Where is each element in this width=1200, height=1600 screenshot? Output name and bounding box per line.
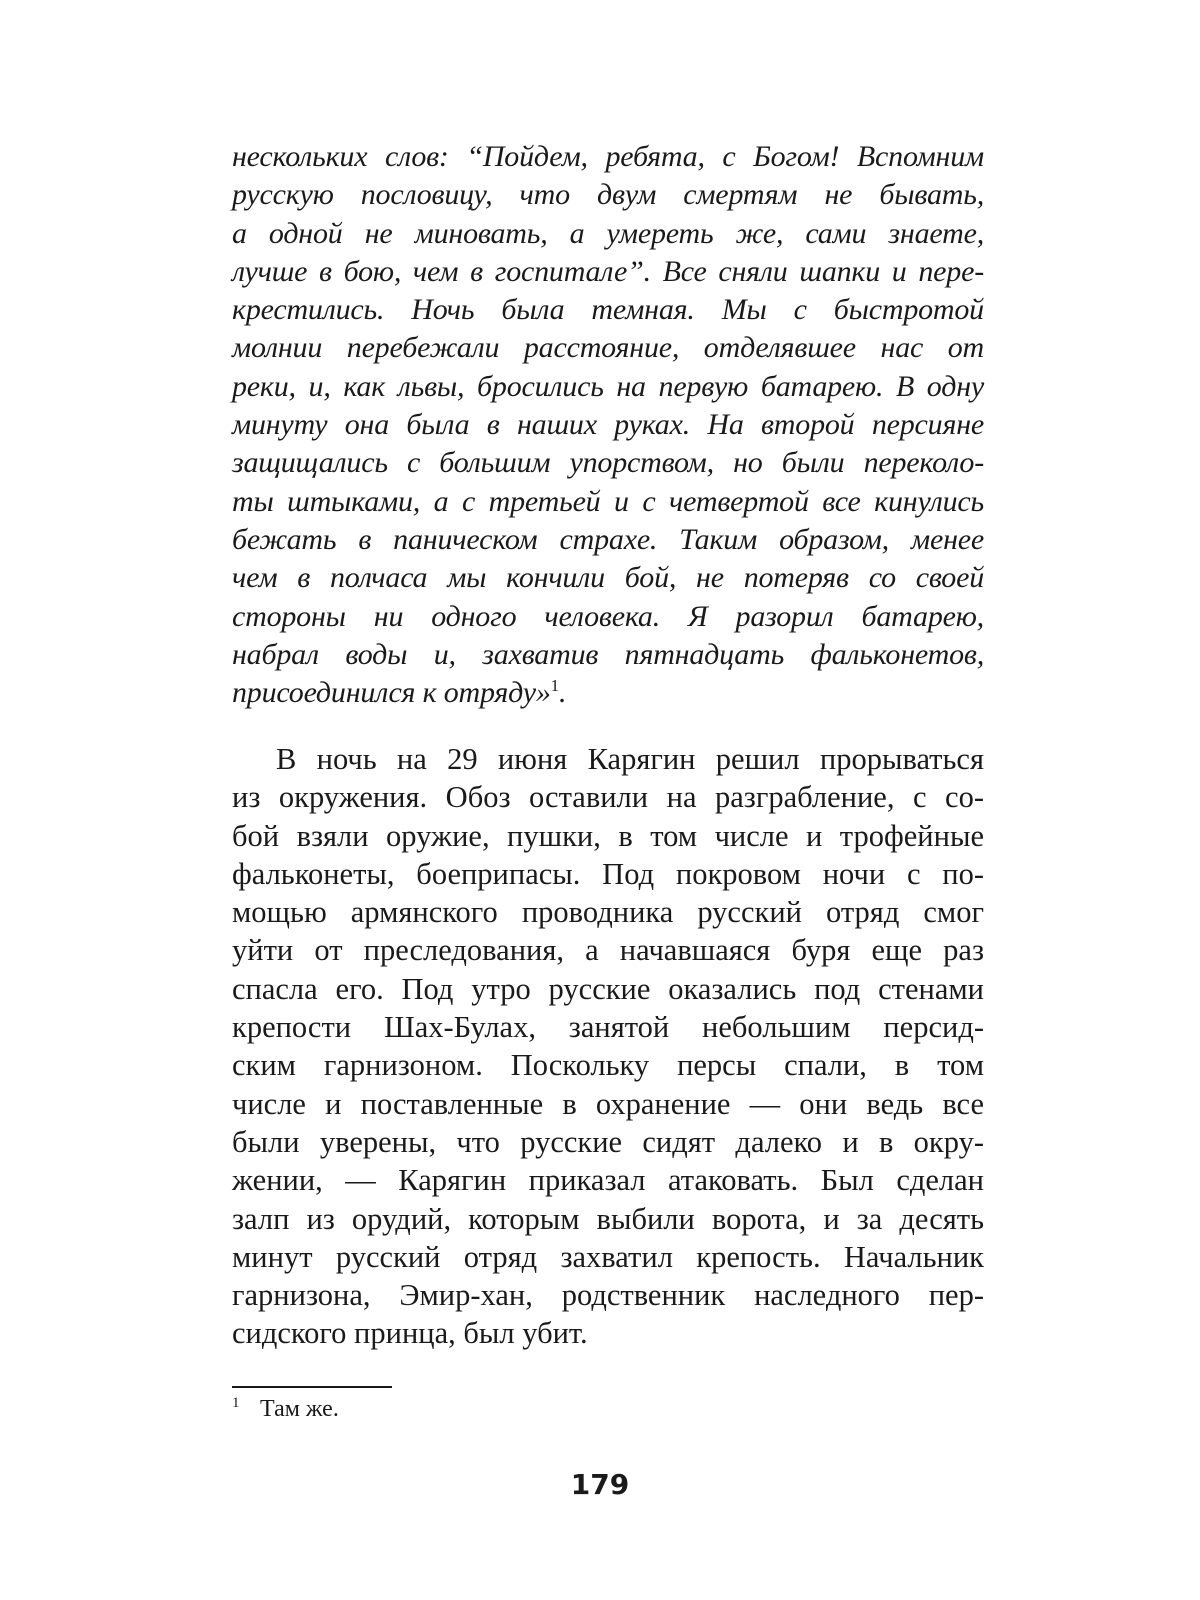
quote-line: бежать в паническом страхе. Таким образом, менее	[232, 522, 984, 556]
paragraph-line: из окружения. Обоз оставили на разграбление, с со-	[232, 780, 984, 815]
paragraph-line: жении, — Карягин приказал атаковать. Был сделан	[232, 1163, 984, 1198]
paragraph-line: крепости Шах-Булах, занятой небольшим персид-	[232, 1010, 984, 1045]
quote-line-text: присоединился к отряду»	[232, 676, 551, 710]
footnote: 1 Там же.	[232, 1395, 339, 1422]
quote-line: молнии перебежали расстояние, отделявшее нас от	[232, 331, 984, 365]
page-number: 179	[570, 1468, 630, 1501]
quote-last-line	[232, 674, 984, 712]
quote-line: стороны ни одного человека. Я разорил батарею,	[232, 599, 984, 633]
quote-line: русскую пословицу, что двум смертям не бывать,	[232, 178, 984, 212]
quote-line: минуту она была в наших руках. На второй персияне	[232, 408, 984, 442]
paragraph-line: числе и поставленные в охранение — они ведь все	[232, 1086, 984, 1121]
paragraph-line: были уверены, что русские сидят далеко и в окру-	[232, 1124, 984, 1159]
paragraph-line: фальконеты, боеприпасы. Под покровом ночи с по-	[232, 856, 984, 891]
paragraph-line: минут русский отряд захватил крепость. Начальник	[232, 1239, 984, 1274]
quote-line: нескольких слов: “Пойдем, ребята, с Богом! Вспомним	[232, 140, 984, 173]
paragraph-line: ским гарнизоном. Поскольку персы спали, в том	[232, 1048, 984, 1083]
body-paragraph	[232, 740, 984, 1353]
footnote-divider	[232, 1386, 392, 1388]
quote-line: набрал воды и, захватив пятнадцать фальконетов,	[232, 637, 984, 671]
quote-line: крестились. Ночь была темная. Мы с быстротой	[232, 293, 984, 327]
paragraph-line: залп из орудий, которым выбили ворота, и за десять	[232, 1201, 984, 1236]
quote-end-punctuation: .	[558, 676, 567, 710]
paragraph-line: сидского принца, был убит.	[232, 1316, 588, 1351]
paragraph-line: бой взяли оружие, пушки, в том числе и трофейные	[232, 818, 984, 853]
quote-line: ты штыками, а с третьей и с четвертой все кинулись	[232, 484, 984, 518]
paragraph-line: мощью армянского проводника русский отряд смог	[232, 895, 984, 930]
footnote-reference[interactable]: 1	[550, 676, 559, 696]
paragraph-line: уйти от преследования, а начавшаяся буря еще раз	[232, 933, 984, 968]
paragraph-line: гарнизона, Эмир-хан, родственник наследного пер-	[232, 1278, 984, 1313]
paragraph-line: В ночь на 29 июня Карягин решил прорываться	[276, 742, 984, 776]
footnote-text: Там же.	[260, 1396, 339, 1422]
quote-line: лучше в бою, чем в госпитале”. Все сняли шапки и пере-	[232, 254, 984, 288]
quote-line: реки, и, как львы, бросились на первую батарею. В одну	[232, 369, 984, 403]
quote-line: защищались с большим упорством, но были переколо-	[232, 446, 984, 480]
paragraph-line: спасла его. Под утро русские оказались под стенами	[232, 971, 984, 1006]
quote-line: чем в полчаса мы кончили бой, не потеряв со своей	[232, 561, 984, 595]
quote-block	[232, 138, 984, 712]
quote-line: а одной не миновать, а умереть же, сами знаете,	[232, 216, 984, 250]
